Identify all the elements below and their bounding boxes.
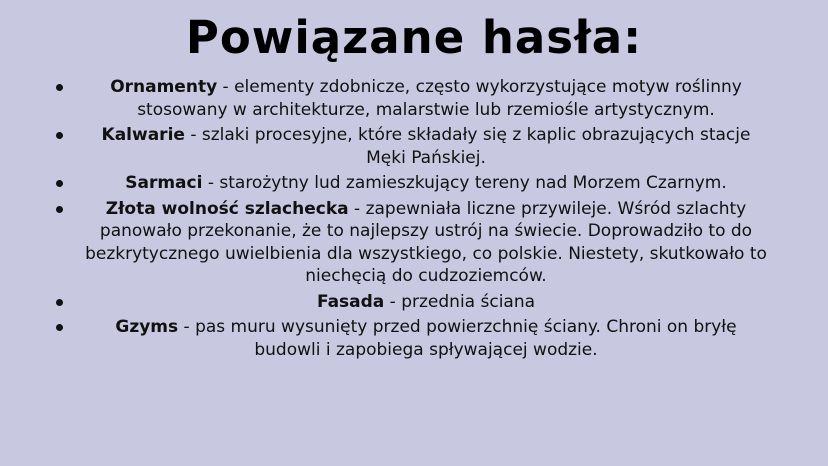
bullet-icon (56, 132, 63, 139)
bullet-icon (56, 324, 63, 331)
term-name: Gzyms (115, 317, 179, 337)
terms-list (56, 76, 778, 364)
term-name: Ornamenty (110, 77, 218, 97)
term-item-fasada (56, 291, 778, 314)
term-item-kalwarie (56, 124, 778, 169)
term-definition: - pas muru wysunięty przed powierzchnię ściany. Chroni on bryłę budowli i zapobiega spływającej wodzie. (178, 317, 737, 360)
slide-title: Powiązane hasła: (185, 11, 643, 64)
term-definition: - szlaki procesyjne, które składały się z kaplic obrazujących stacje Męki Pańskiej. (184, 125, 751, 168)
term-definition: - przednia ściana (384, 291, 536, 312)
term-definition: - elementy zdobnicze, często wykorzystujące motyw roślinny stosowany w architekturze, malarstwie lub rzemiośle artystycznym. (137, 77, 742, 120)
bullet-icon (56, 180, 63, 187)
bullet-icon (56, 299, 63, 306)
term-name: Złota wolność szlachecka (105, 198, 349, 219)
bullet-icon (56, 206, 63, 213)
term-item-gzyms (56, 316, 778, 361)
term-name: Kalwarie (101, 125, 185, 145)
term-definition: - zapewniała liczne przywileje. Wśród szlachty panowało przekonanie, że to najlepszy ustrój na świecie. Doprowadziło to do bezkrytycznego uwielbienia dla wszystkiego, co polskie. Niestety, skutkowało to niechęcią do cudzoziemców. (85, 198, 767, 286)
term-name: Sarmaci (125, 173, 203, 193)
term-item-ornamenty (56, 76, 778, 121)
term-definition: - starożytny lud zamieszkujący tereny nad Morzem Czarnym. (202, 173, 727, 193)
bullet-icon (56, 84, 63, 91)
term-item-zlota-wolnosc (56, 198, 778, 288)
term-item-sarmaci (56, 172, 778, 195)
term-name: Fasada (316, 291, 385, 312)
